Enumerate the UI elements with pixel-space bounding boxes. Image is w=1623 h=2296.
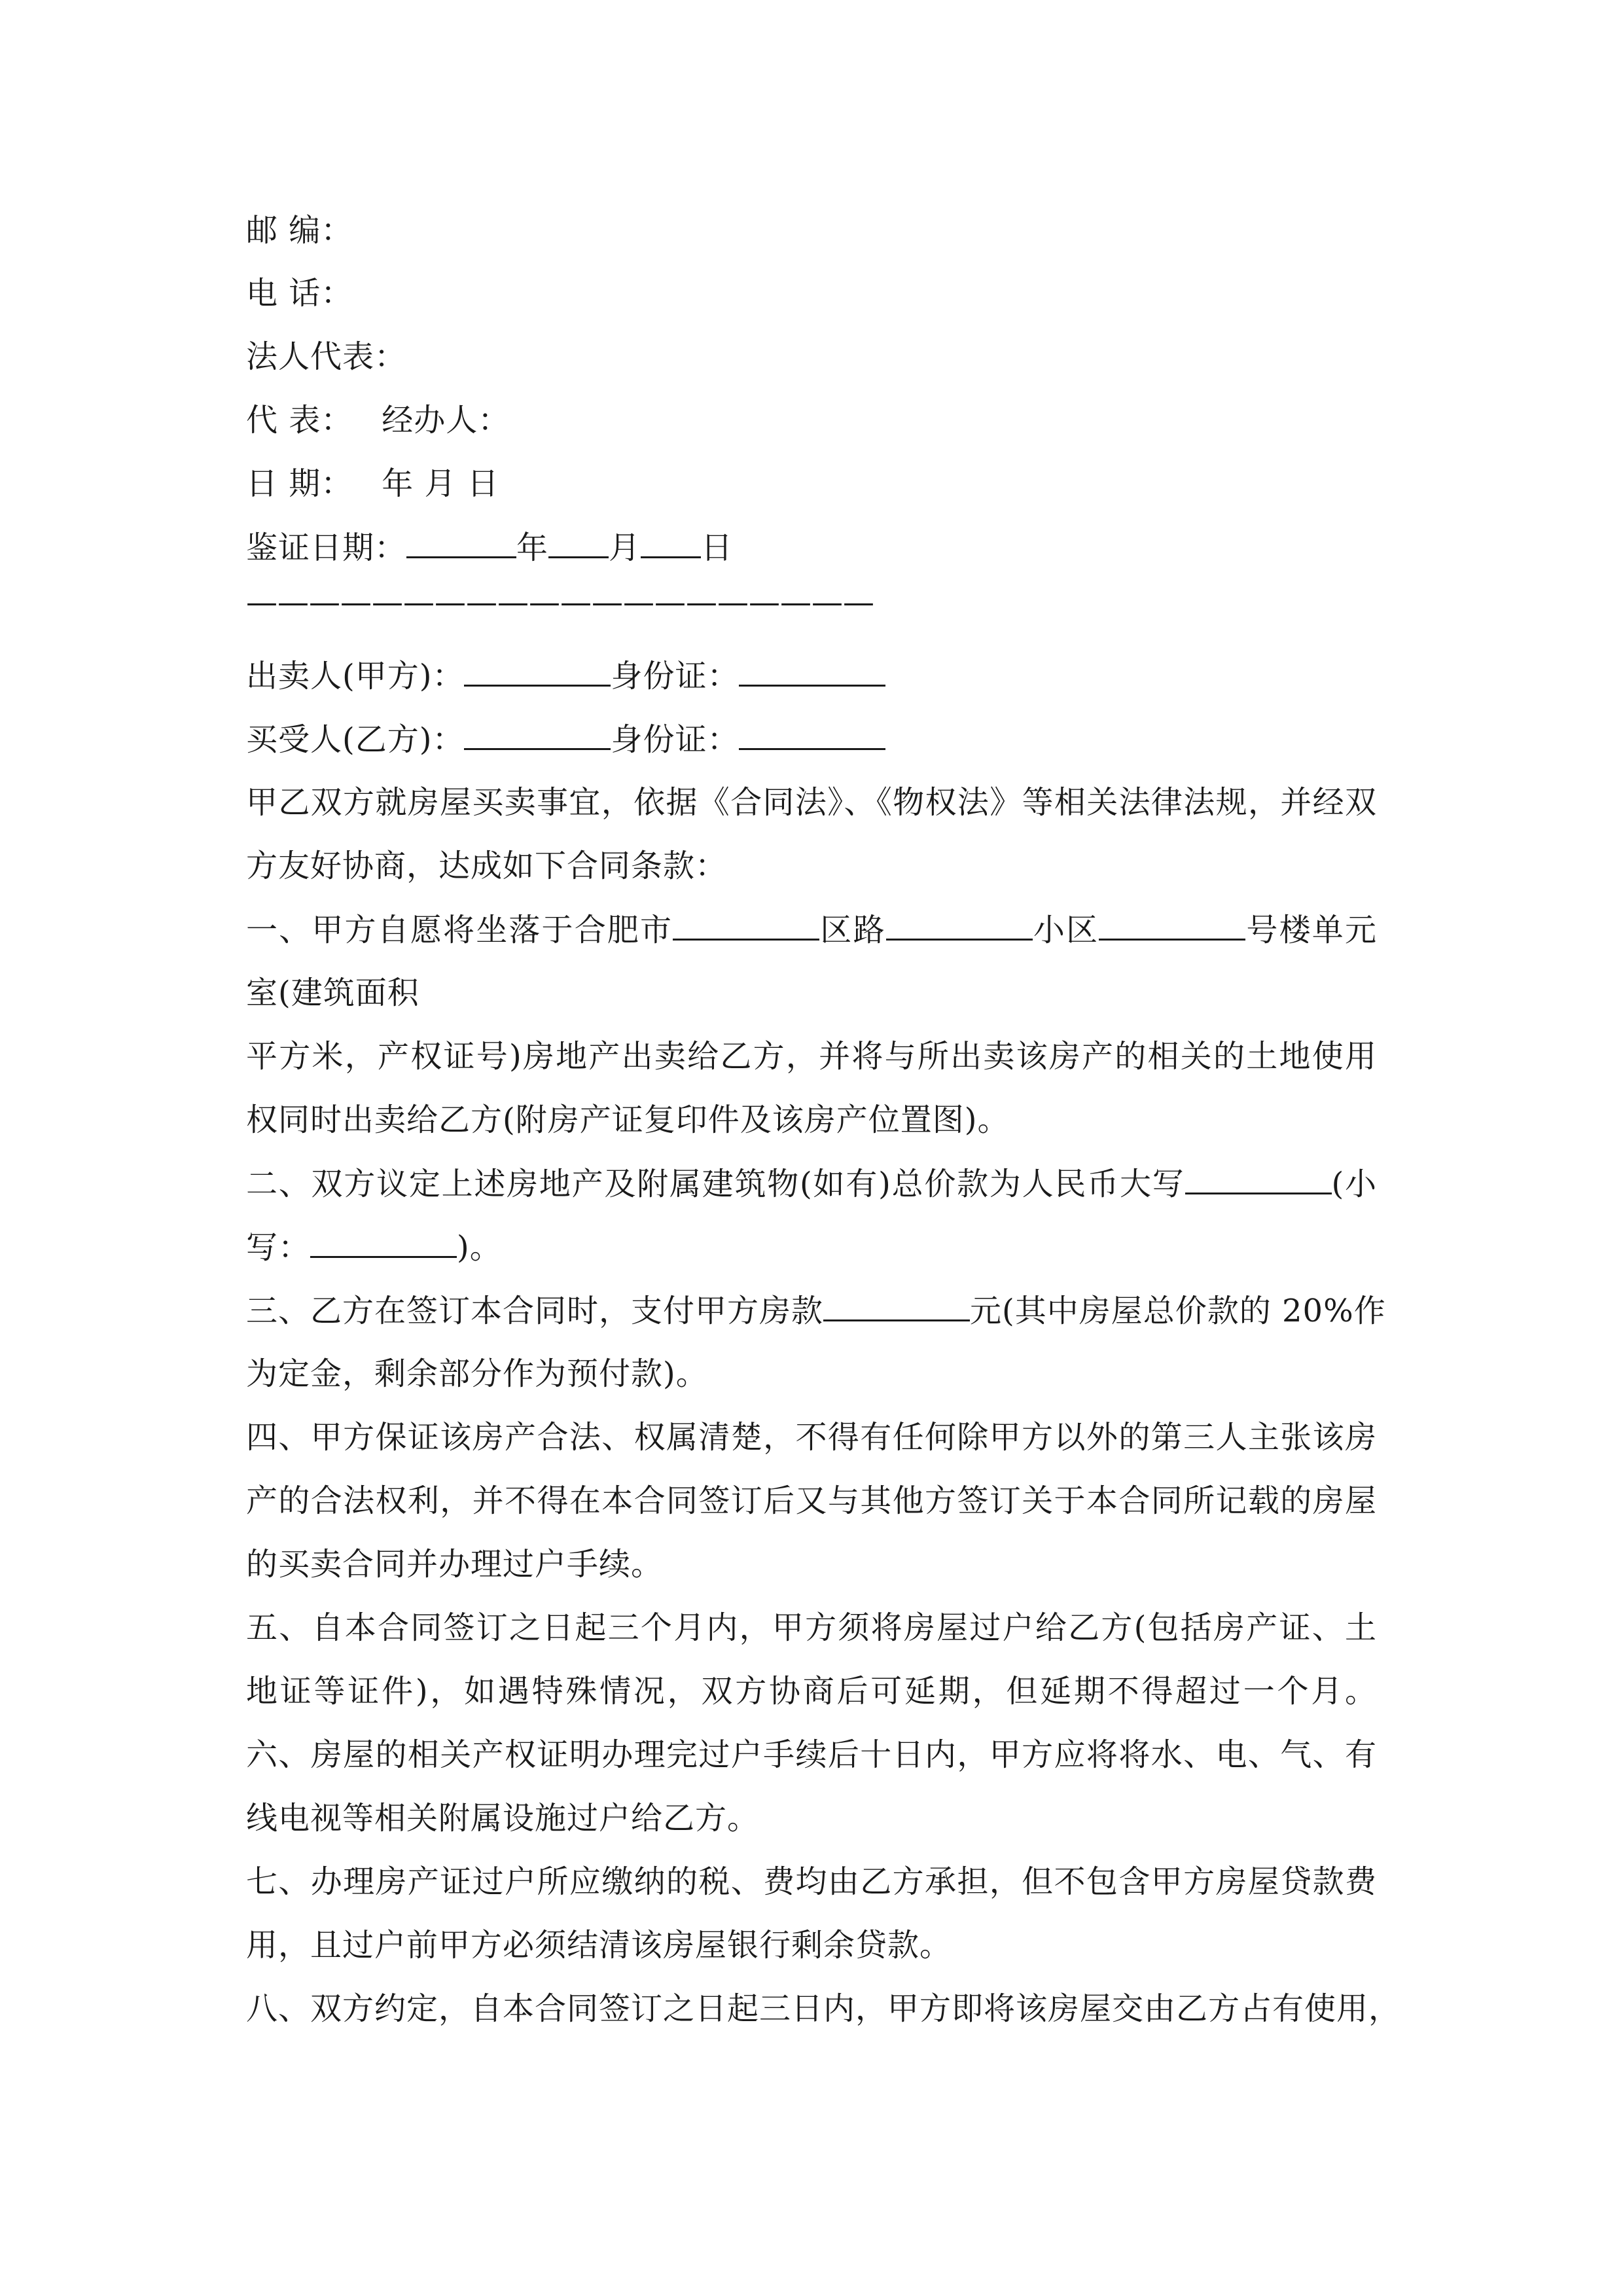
clause-5-text-2: 地证等证件)，如遇特殊情况，双方协商后可延期，但延期不得超过一个月。	[246, 1673, 1377, 1710]
verify-date-line	[246, 528, 733, 567]
clause-4-text-3: 的买卖合同并办理过户手续。	[246, 1546, 664, 1583]
clause-1-text-c: 小区	[1032, 912, 1099, 948]
legal-rep-line	[246, 337, 406, 376]
clause-1-text-b: 区路	[819, 912, 886, 948]
road-blank	[886, 910, 1033, 941]
seller-id-label: 身份证：	[611, 658, 740, 694]
legal-rep-label: 法人代表：	[246, 338, 407, 375]
clause-6-text-2: 线电视等相关附属设施过户给乙方。	[246, 1800, 760, 1837]
intro-line-2	[246, 846, 727, 886]
clause-7-text-2: 用，且过户前甲方必须结清该房屋银行剩余贷款。	[246, 1927, 952, 1964]
community-blank	[1099, 910, 1245, 941]
clause-4-line-3	[246, 1545, 663, 1584]
phone-label: 电 话：	[246, 275, 353, 312]
clause-2-text-d: )。	[457, 1229, 502, 1266]
buyer-name-blank	[464, 719, 611, 750]
clause-2-text-c: 写：	[246, 1229, 311, 1266]
seller-id-blank	[739, 656, 885, 687]
price-digits-blank	[310, 1227, 457, 1258]
phone-line	[246, 274, 353, 313]
clause-1-line-1	[246, 910, 1377, 950]
clause-6-line-1	[246, 1735, 1377, 1774]
clause-3-text-2: 为定金，剩余部分作为预付款)。	[246, 1355, 708, 1392]
date-ymd: 年 月 日	[382, 465, 499, 502]
clause-2-line-2	[246, 1227, 502, 1267]
verify-month-blank	[548, 528, 609, 558]
clause-7-line-2	[246, 1926, 952, 1965]
clause-1-line-2	[246, 973, 419, 1013]
clause-4-line-1	[246, 1418, 1377, 1457]
clause-1-line-3	[246, 1037, 1377, 1076]
separator-line	[246, 583, 874, 622]
clause-5-line-2	[246, 1672, 1377, 1711]
clause-4-text-2: 产的合法权利，并不得在本合同签订后又与其他方签订关于本合同所记载的房屋	[246, 1482, 1377, 1519]
seller-name-blank	[464, 656, 611, 687]
clause-5-line-1	[246, 1608, 1377, 1647]
clause-1-text-3: 平方米，产权证号)房地产出卖给乙方，并将与所出卖该房产的相关的土地使用	[246, 1038, 1377, 1075]
clause-7-line-1	[246, 1862, 1377, 1901]
price-words-blank	[1185, 1164, 1332, 1194]
clause-4-text-1: 四、甲方保证该房产合法、权属清楚，不得有任何除甲方以外的第三人主张该房	[246, 1419, 1377, 1456]
clause-2-line-1	[246, 1164, 1377, 1204]
date-label: 日 期：	[246, 465, 353, 502]
buyer-id-label: 身份证：	[611, 721, 740, 758]
clause-5-text-1: 五、自本合同签订之日起三个月内，甲方须将房屋过户给乙方(包括房产证、土	[246, 1609, 1377, 1646]
deposit-blank	[823, 1291, 970, 1321]
verify-date-label: 鉴证日期：	[246, 529, 407, 566]
separator-dashes: ————————————————————	[246, 584, 874, 620]
clause-4-line-2	[246, 1481, 1377, 1520]
clause-1-text-a: 一、甲方自愿将坐落于合肥市	[246, 912, 673, 948]
clause-2-text-a: 二、双方议定上述房地产及附属建筑物(如有)总价款为人民币大写	[246, 1166, 1185, 1202]
rep-line	[246, 401, 510, 440]
clause-8-text-1: 八、双方约定，自本合同签订之日起三日内，甲方即将该房屋交由乙方占有使用，	[246, 1990, 1401, 2027]
rep-label: 代 表：	[246, 402, 353, 439]
clause-2-text-b: (小	[1331, 1166, 1377, 1202]
postcode-line	[246, 211, 353, 250]
handler-label: 经办人：	[382, 402, 510, 439]
clause-6-line-2	[246, 1799, 759, 1838]
intro-line-1	[246, 783, 1377, 822]
verify-day-label: 日	[701, 529, 734, 566]
verify-year-blank	[406, 528, 516, 558]
buyer-id-blank	[739, 719, 885, 750]
verify-month-label: 月	[609, 529, 641, 566]
buyer-line	[246, 719, 885, 759]
clause-1-text-d: 号楼单元	[1245, 912, 1377, 948]
clause-3-line-2	[246, 1354, 708, 1393]
postcode-label: 邮 编：	[246, 212, 353, 249]
seller-label: 出卖人(甲方)：	[246, 658, 465, 694]
verify-day-blank	[641, 528, 701, 558]
date-line	[246, 464, 499, 503]
clause-1-text-2: 室(建筑面积	[246, 975, 419, 1011]
district-blank	[673, 910, 819, 941]
clause-3-text-a: 三、乙方在签订本合同时，支付甲方房款	[246, 1293, 824, 1329]
clause-1-text-4: 权同时出卖给乙方(附房产证复印件及该房产位置图)。	[246, 1102, 1010, 1138]
clause-3-text-b: 元(其中房屋总价款的 20%作	[970, 1293, 1386, 1329]
clause-6-text-1: 六、房屋的相关产权证明办理完过户手续后十日内，甲方应将将水、电、气、有	[246, 1736, 1377, 1773]
clause-8-line-1	[246, 1989, 1401, 2028]
clause-7-text-1: 七、办理房产证过户所应缴纳的税、费均由乙方承担，但不包含甲方房屋贷款费	[246, 1863, 1377, 1900]
clause-1-line-4	[246, 1100, 1009, 1139]
intro-text-2: 方友好协商，达成如下合同条款：	[246, 848, 728, 884]
intro-text-1: 甲乙双方就房屋买卖事宜，依据《合同法》、《物权法》等相关法律法规，并经双	[246, 784, 1377, 821]
clause-3-line-1	[246, 1291, 1386, 1331]
verify-year-label: 年	[516, 529, 549, 566]
seller-line	[246, 656, 885, 696]
buyer-label: 买受人(乙方)：	[246, 721, 465, 758]
